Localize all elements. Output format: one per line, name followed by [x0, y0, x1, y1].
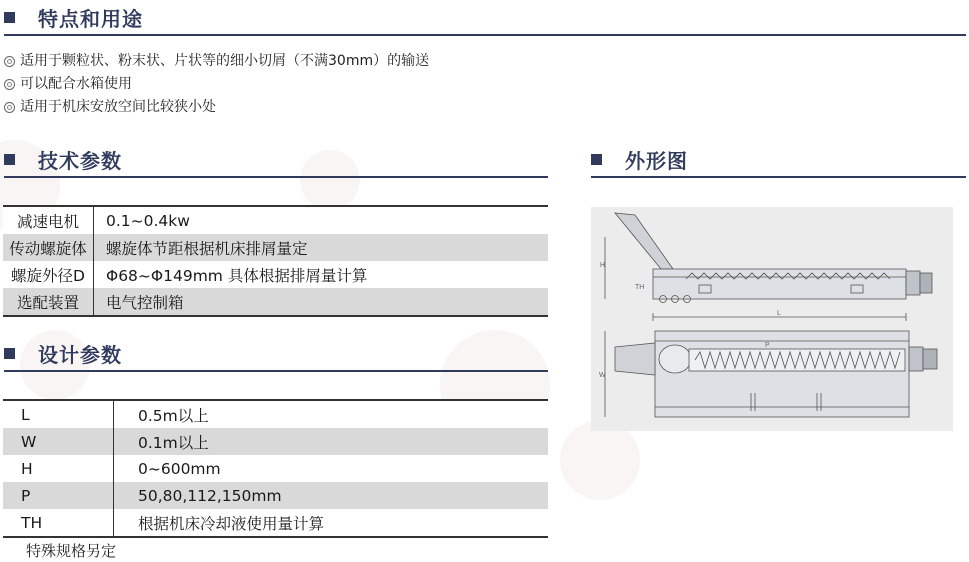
- param-key: W: [3, 428, 114, 455]
- param-value: 0~600mm: [114, 455, 549, 482]
- param-key: L: [3, 400, 114, 428]
- dim-label-l: L: [777, 310, 781, 317]
- section-design-params-header: [4, 338, 548, 372]
- table-row: [3, 455, 548, 482]
- table-row: [3, 482, 548, 509]
- section-title: 特点和用途: [38, 7, 143, 31]
- circle-bullet-icon: [4, 56, 15, 67]
- table-row: [3, 288, 548, 316]
- design-params-table: [3, 399, 548, 538]
- param-value: 螺旋体节距根据机床排屑量定: [94, 234, 549, 261]
- param-value: 0.5m以上: [114, 400, 549, 428]
- section-outline-header: [591, 144, 966, 178]
- param-value: 根据机床冷却液使用量计算: [114, 509, 549, 537]
- dim-label-th: TH: [635, 284, 645, 291]
- section-title: 技术参数: [38, 149, 122, 173]
- section-title: 外形图: [625, 149, 688, 173]
- param-key: 选配装置: [3, 288, 94, 316]
- table-row: [3, 509, 548, 537]
- dim-label-h: H: [600, 262, 606, 269]
- section-rule: [591, 176, 966, 178]
- heading-square-icon: [4, 12, 15, 23]
- section-rule: [4, 34, 966, 36]
- feature-item: 可以配合水箱使用: [4, 73, 429, 96]
- heading-square-icon: [4, 154, 15, 165]
- screw-conveyor-drawing-icon: [591, 207, 953, 431]
- tech-params-table: [3, 205, 548, 317]
- section-rule: [4, 176, 548, 178]
- feature-item: 适用于机床安放空间比较狭小处: [4, 96, 429, 119]
- param-value: Φ68~Φ149mm 具体根据排屑量计算: [94, 261, 549, 288]
- param-key: P: [3, 482, 114, 509]
- param-key: H: [3, 455, 114, 482]
- circle-bullet-icon: [4, 102, 15, 113]
- conveyor-body-top: [655, 331, 909, 417]
- param-key: 螺旋外径D: [3, 261, 94, 288]
- heading-square-icon: [4, 348, 15, 359]
- section-title: 设计参数: [38, 343, 122, 367]
- dim-label-w: W: [599, 372, 606, 379]
- background-dot: [560, 420, 640, 500]
- param-value: 电气控制箱: [94, 288, 549, 316]
- table-row: [3, 400, 548, 428]
- table-row: [3, 234, 548, 261]
- feature-item: 适用于颗粒状、粉末状、片状等的细小切屑（不满30mm）的输送: [4, 50, 429, 73]
- section-features-header: [4, 2, 966, 36]
- heading-square-icon: [591, 154, 602, 165]
- section-rule: [4, 370, 548, 372]
- chute-hopper: [615, 213, 673, 269]
- param-key: 传动螺旋体: [3, 234, 94, 261]
- section-tech-params-header: [4, 144, 548, 178]
- special-spec-note: 特殊规格另定: [26, 542, 117, 560]
- feature-list: [4, 50, 429, 119]
- param-key: TH: [3, 509, 114, 537]
- dim-label-p: P: [765, 342, 770, 349]
- param-value: 0.1~0.4kw: [94, 206, 549, 234]
- table-row: [3, 428, 548, 455]
- outline-drawing: [591, 207, 953, 431]
- param-value: 50,80,112,150mm: [114, 482, 549, 509]
- param-key: 减速电机: [3, 206, 94, 234]
- table-row: [3, 206, 548, 234]
- param-value: 0.1m以上: [114, 428, 549, 455]
- table-row: [3, 261, 548, 288]
- circle-bullet-icon: [4, 79, 15, 90]
